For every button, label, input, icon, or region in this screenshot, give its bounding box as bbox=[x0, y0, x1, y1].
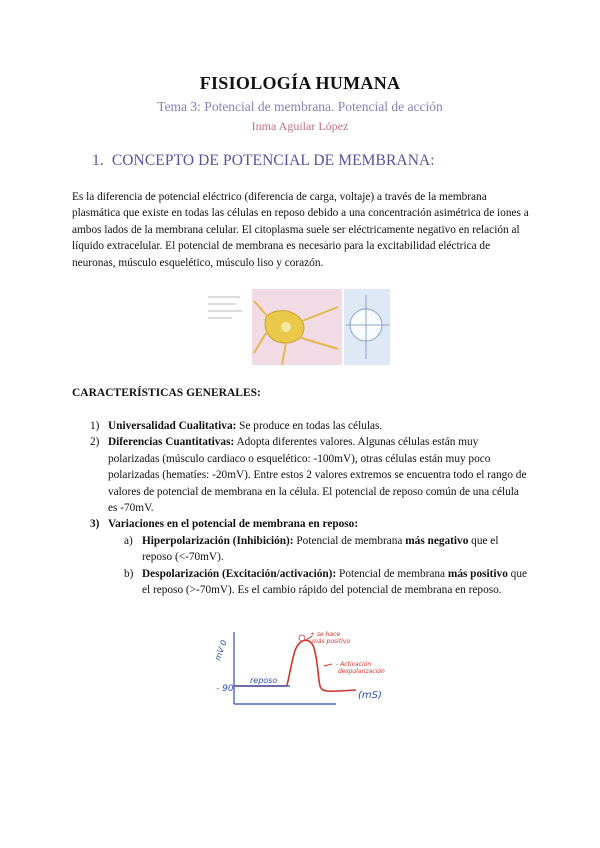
item-text: Se produce en todas las células. bbox=[236, 420, 383, 432]
note-activation-2: despolarización bbox=[338, 668, 385, 675]
list-marker: 2) bbox=[90, 436, 100, 449]
list-marker: 3) bbox=[90, 518, 100, 531]
sub-item-bold-label: Hiperpolarización (Inhibición): bbox=[142, 534, 294, 547]
section-heading-1 bbox=[92, 152, 435, 170]
characteristics-list bbox=[90, 418, 530, 598]
item-bold-label: Variaciones en el potencial de membrana en reposo: bbox=[108, 518, 359, 531]
sub-list-item bbox=[90, 533, 530, 566]
section-heading-2: CARACTERÍSTICAS GENERALES: bbox=[72, 387, 261, 399]
action-potential-sketch bbox=[210, 628, 400, 714]
sub-item-text: Potencial de membrana bbox=[293, 534, 406, 547]
y-axis-top-label: mV 0 bbox=[213, 638, 229, 662]
section-heading-text: CONCEPTO DE POTENCIAL DE MEMBRANA: bbox=[111, 152, 435, 169]
y-axis-bottom-label: - 90 bbox=[216, 684, 234, 694]
section-number: 1. bbox=[92, 152, 104, 169]
sub-item-bold-label: Despolarización (Excitación/activación): bbox=[142, 567, 337, 580]
reposo-label: reposo bbox=[250, 676, 278, 685]
item-bold-label: Universalidad Cualitativa: bbox=[108, 420, 237, 432]
note-more-positive-1: + se hace bbox=[310, 631, 341, 638]
list-item bbox=[90, 434, 530, 516]
note-activation-1: - Activación bbox=[336, 661, 372, 668]
sub-list-marker: b) bbox=[124, 567, 134, 580]
list-marker: 1) bbox=[90, 420, 100, 432]
sub-item-text: que el reposo (>-70mV). Es el cambio rápido del potencial de membrana en reposo. bbox=[142, 567, 527, 597]
list-item bbox=[90, 516, 530, 532]
sub-list-marker: a) bbox=[124, 534, 133, 547]
plus-sign-icon bbox=[299, 635, 305, 641]
neuron-membrane-figure bbox=[206, 287, 392, 367]
sub-item-emphasis: más negativo bbox=[405, 534, 469, 547]
item-text: Adopta diferentes valores. Algunas células están muy polarizadas (músculo cardiaco o esquelético: -100mV), otras células están muy poco polarizadas (hematíes: -20mV). Entre estos 2 valores extremos se encuentra todo el rango de valores de potencial de membrana en la célula. El potencial de reposo común de una célula es -70mV. bbox=[108, 436, 527, 515]
sub-item-text: que el reposo (<-70mV). bbox=[142, 534, 499, 564]
document-title: FISIOLOGÍA HUMANA bbox=[199, 73, 401, 93]
sub-list-item bbox=[90, 566, 530, 599]
x-axis-unit-label: (mS) bbox=[358, 690, 382, 701]
list-item bbox=[90, 418, 530, 434]
sub-item-emphasis: más positivo bbox=[447, 567, 508, 580]
item-bold-label: Diferencias Cuantitativas: bbox=[108, 436, 235, 449]
document-subtitle: Tema 3: Potencial de membrana. Potencial de acción bbox=[157, 99, 443, 114]
note-more-positive-2: más positivo bbox=[312, 638, 351, 645]
definition-paragraph: Es la diferencia de potencial eléctrico (diferencia de carga, voltaje) a través de la membrana plasmática que existe en todas las células en reposo debido a una concentración asimétrica de iones a ambos lados de la membrana celular. El citoplasma suele ser eléctricamente negativo en relación al líquido extracelular. El potencial de membrana es necesario para la excitabilidad eléctrica de neuronas, músculo esquelético, músculo liso y corazón. bbox=[72, 191, 529, 269]
document-author: Inma Aguilar López bbox=[251, 119, 349, 133]
sub-item-text: Potencial de membrana bbox=[336, 567, 448, 580]
